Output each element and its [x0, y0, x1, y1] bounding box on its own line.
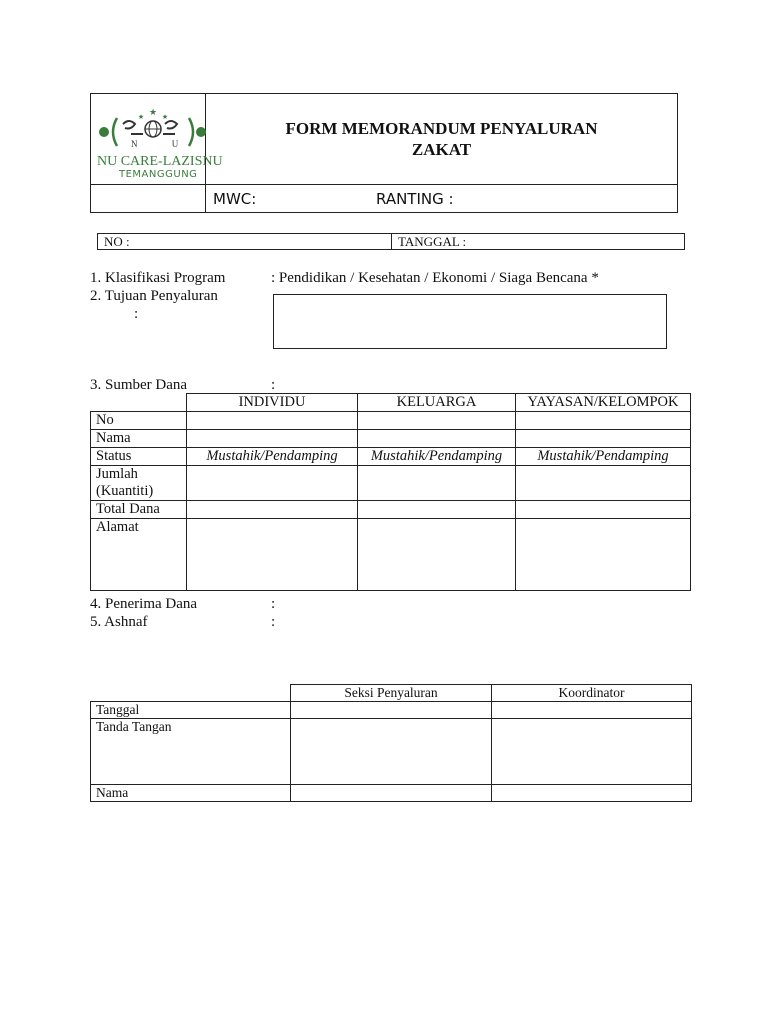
- cell-input[interactable]: [187, 412, 358, 430]
- tanggal-field[interactable]: TANGGAL :: [392, 234, 685, 250]
- table-row: [91, 430, 691, 448]
- ranting-label: RANTING :: [376, 190, 454, 208]
- cell-input[interactable]: [187, 466, 358, 501]
- ashnaf-colon: :: [271, 614, 276, 630]
- form-title: [206, 94, 677, 184]
- jumlah-line1: Jumlah: [96, 466, 138, 482]
- status-individu: Mustahik/Pendamping: [187, 448, 358, 466]
- status-keluarga: Mustahik/Pendamping: [358, 448, 516, 466]
- cell-input[interactable]: [291, 702, 492, 719]
- cell-input[interactable]: [358, 501, 516, 519]
- signature-table: [90, 684, 692, 802]
- table-row: [91, 412, 691, 430]
- status-yayasan: Mustahik/Pendamping: [516, 448, 691, 466]
- row-label-nama: Nama: [91, 430, 187, 448]
- svg-text:★: ★: [161, 113, 169, 121]
- table-row: [91, 785, 692, 802]
- penerima-colon: :: [271, 596, 276, 612]
- header-row2-blank: [91, 185, 206, 213]
- svg-text:★: ★: [137, 113, 145, 121]
- sumber-dana-table: [90, 393, 691, 591]
- signature-field[interactable]: [492, 719, 692, 785]
- col-koordinator: Koordinator: [492, 685, 692, 702]
- jumlah-line2: (Kuantiti): [96, 483, 154, 499]
- sumber-label: 3. Sumber Dana: [90, 377, 188, 393]
- cell-input[interactable]: [492, 702, 692, 719]
- logo-subtext: TEMANGGUNG: [119, 169, 198, 180]
- cell-input[interactable]: [358, 430, 516, 448]
- cell-input[interactable]: [358, 519, 516, 591]
- row-label-total: Total Dana: [91, 501, 187, 519]
- tujuan-input-box[interactable]: [273, 294, 667, 349]
- cell-input[interactable]: [187, 430, 358, 448]
- col-seksi-penyaluran: Seksi Penyaluran: [291, 685, 492, 702]
- logo-letters: N U: [131, 139, 195, 149]
- table-row: [91, 702, 692, 719]
- tujuan-colon: :: [134, 306, 139, 322]
- cell-input[interactable]: [291, 785, 492, 802]
- logo-text: NU CARE-LAZISNU: [97, 154, 223, 169]
- form-header: [90, 93, 678, 213]
- row-label-tanggal: Tanggal: [91, 702, 291, 719]
- cell-input[interactable]: [516, 430, 691, 448]
- klasifikasi-label: 1. Klasifikasi Program: [90, 270, 226, 286]
- klasifikasi-options: : Pendidikan / Kesehatan / Ekonomi / Siaga Bencana *: [271, 270, 599, 286]
- row-label-tanda-tangan: Tanda Tangan: [91, 719, 291, 785]
- no-field[interactable]: NO :: [98, 234, 392, 250]
- table-row: [91, 448, 691, 466]
- sign-header-row: [91, 685, 692, 702]
- mwc-label: MWC:: [213, 190, 257, 208]
- cell-input[interactable]: [187, 501, 358, 519]
- cell-input[interactable]: [358, 412, 516, 430]
- ashnaf-label: 5. Ashnaf: [90, 614, 148, 630]
- cell-input[interactable]: [516, 519, 691, 591]
- row-label-alamat: Alamat: [91, 519, 187, 591]
- row-label-status: Status: [91, 448, 187, 466]
- row-label-jumlah: [91, 466, 187, 501]
- row-label-no: No: [91, 412, 187, 430]
- table-row: [91, 466, 691, 501]
- header-row2: [91, 184, 677, 213]
- table-row: [91, 719, 692, 785]
- no-tanggal-table: [97, 233, 685, 250]
- penerima-label: 4. Penerima Dana: [90, 596, 198, 612]
- cell-input[interactable]: [516, 501, 691, 519]
- cell-input[interactable]: [358, 466, 516, 501]
- title-line1: FORM MEMORANDUM PENYALURAN: [285, 119, 598, 138]
- cell-input[interactable]: [187, 519, 358, 591]
- cell-input[interactable]: [516, 466, 691, 501]
- col-keluarga: KELUARGA: [358, 394, 516, 412]
- table-row: [91, 519, 691, 591]
- dana-header-row: [91, 394, 691, 412]
- col-individu: INDIVIDU: [187, 394, 358, 412]
- cell-input[interactable]: [516, 412, 691, 430]
- svg-text:★: ★: [148, 107, 158, 117]
- table-row: [91, 501, 691, 519]
- logo-cell: [91, 94, 223, 184]
- sumber-colon: :: [271, 377, 276, 393]
- title-line2: ZAKAT: [411, 140, 472, 159]
- signature-field[interactable]: [291, 719, 492, 785]
- row-label-nama: Nama: [91, 785, 291, 802]
- col-yayasan: YAYASAN/KELOMPOK: [516, 394, 691, 412]
- cell-input[interactable]: [492, 785, 692, 802]
- tujuan-label: 2. Tujuan Penyaluran: [90, 288, 218, 304]
